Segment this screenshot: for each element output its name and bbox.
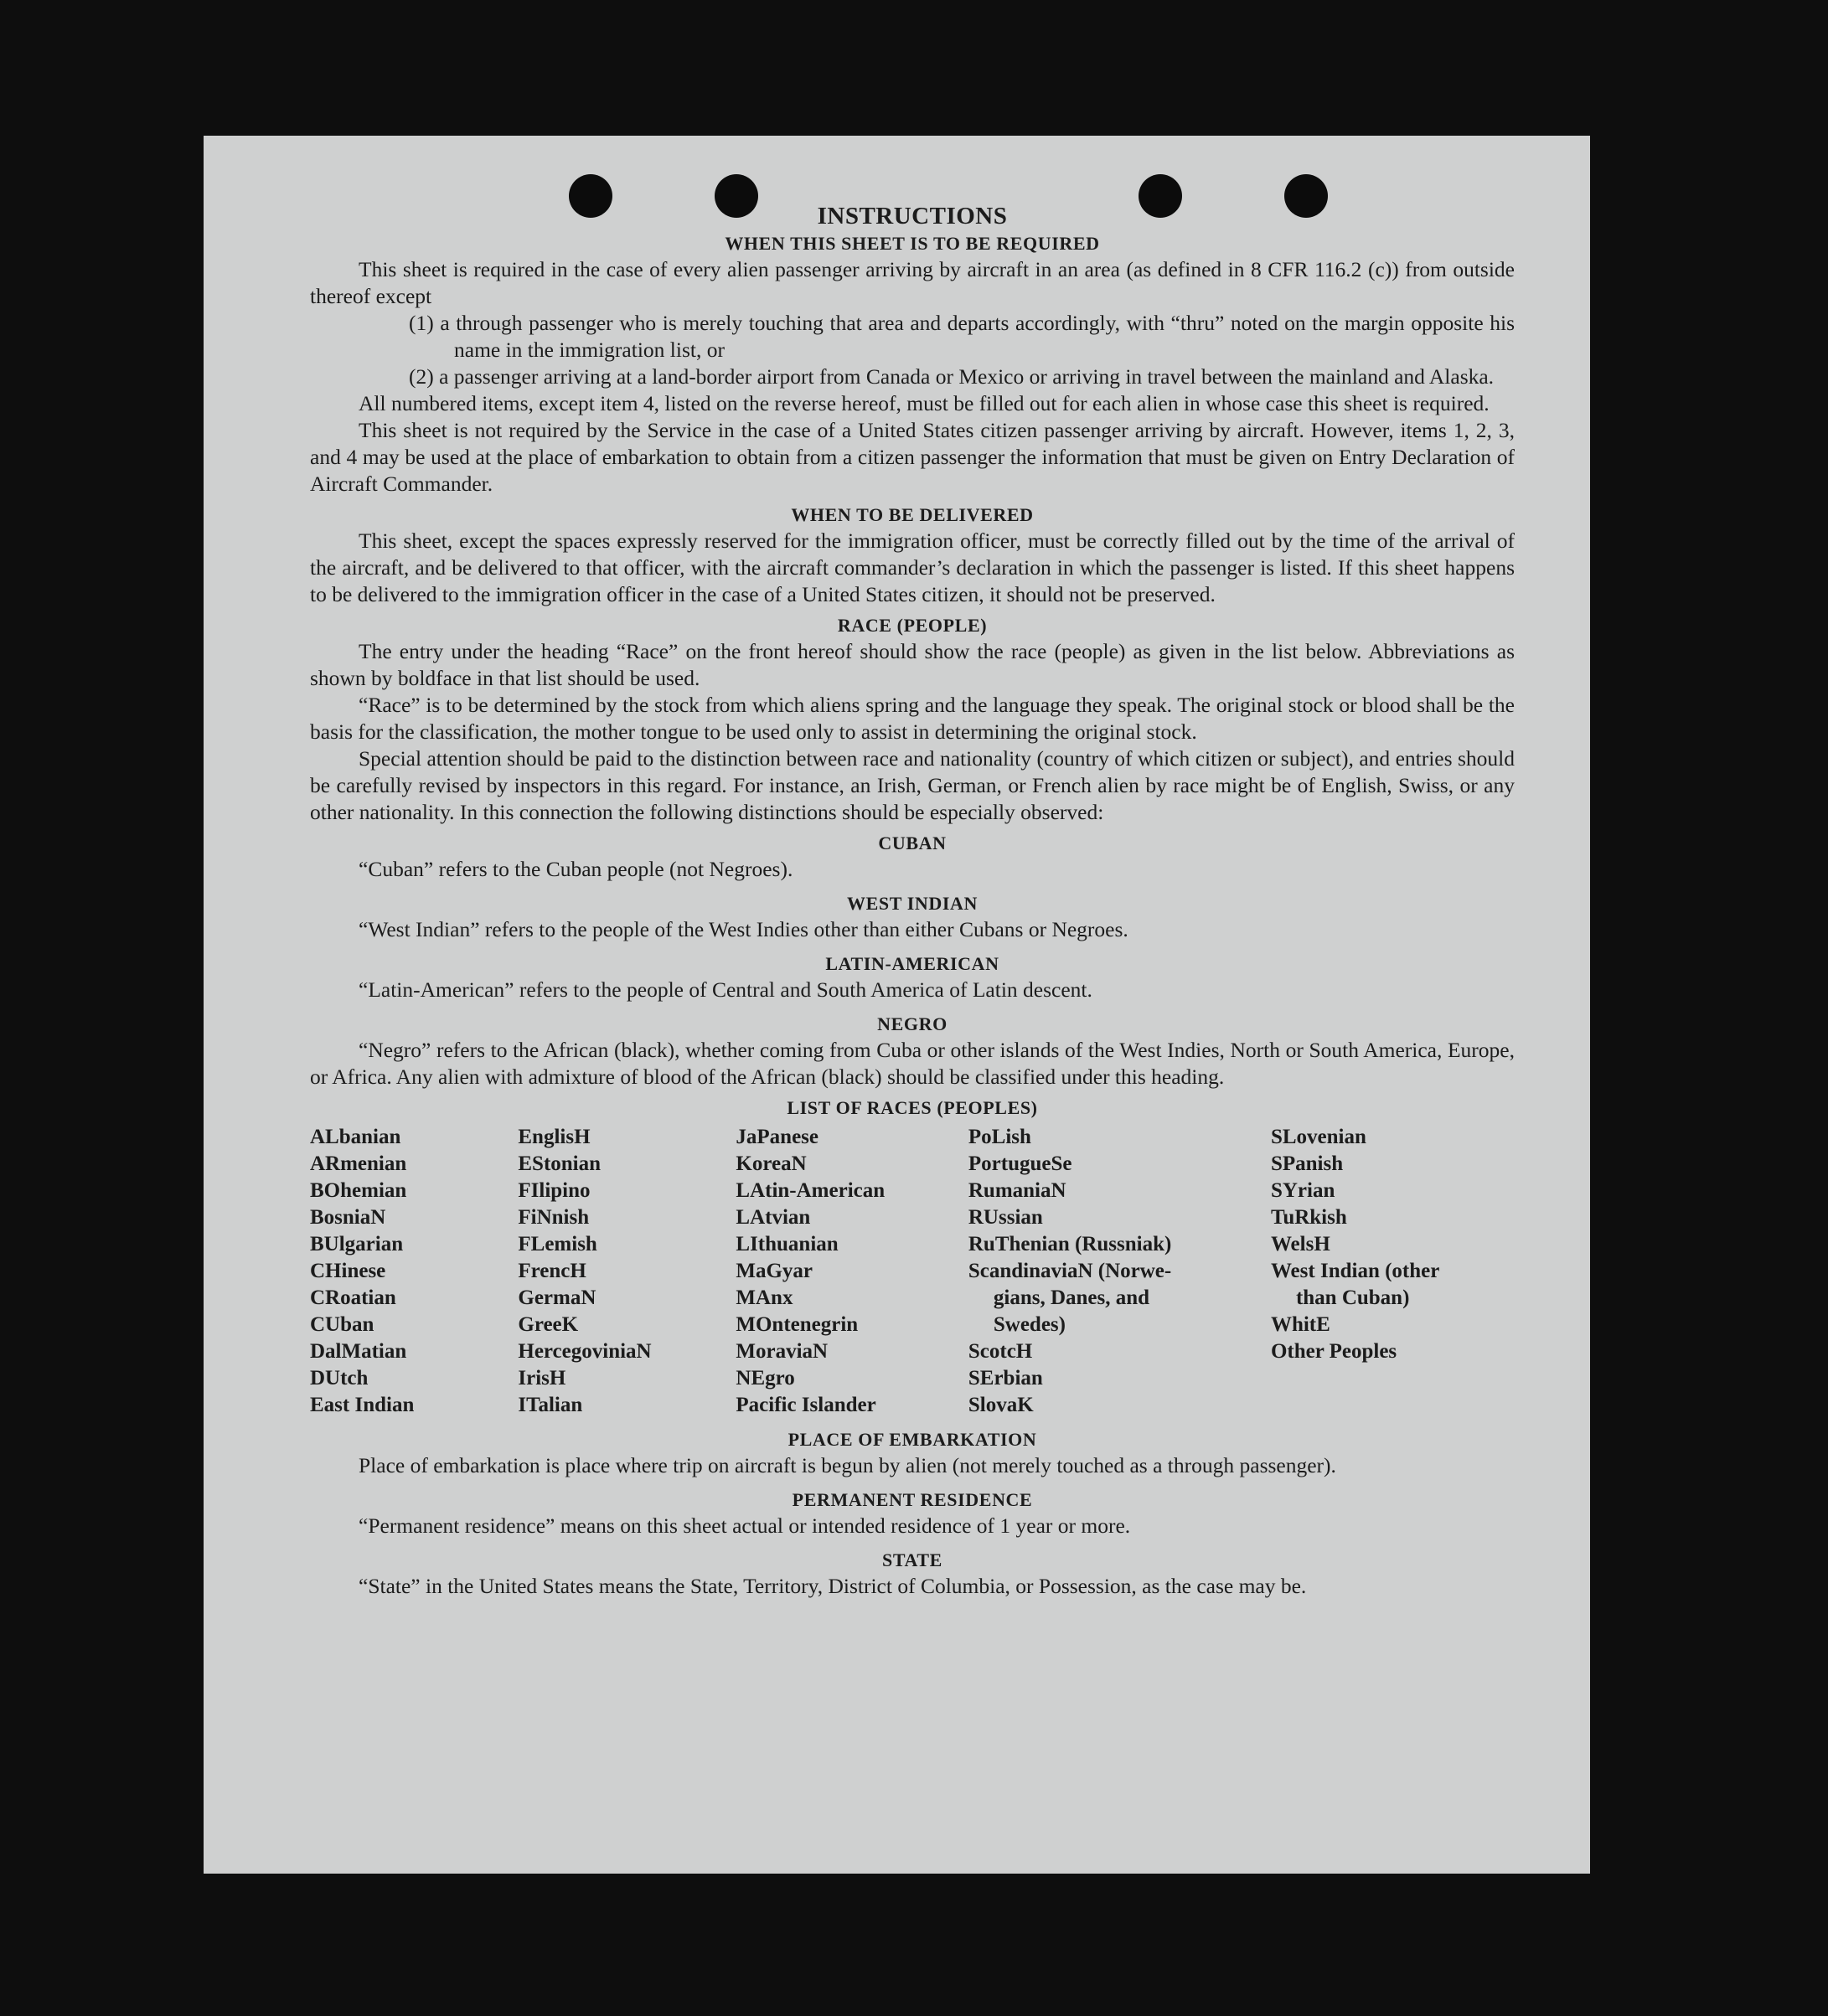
instructions-body bbox=[310, 201, 1515, 1600]
race-entry: SPanish bbox=[1270, 1152, 1344, 1175]
paragraph: “Negro” refers to the African (black), whether coming from Cuba or other islands of the West Indies, North or South America, Europe, or Africa. Any alien with admixture of blood of the African (black) should be classified under this heading. bbox=[310, 1038, 1515, 1089]
paragraph: The entry under the heading “Race” on the front hereof should show the race (people) as given in the list below. Abbreviations as shown by boldface in that list should be used. bbox=[310, 639, 1515, 690]
paragraph: “Latin-American” refers to the people of Central and South America of Latin descent. bbox=[359, 977, 1092, 1002]
race-entry: LAtin-American bbox=[736, 1179, 886, 1202]
race-entry: HercegoviniaN bbox=[518, 1340, 652, 1363]
race-entry: FIlipino bbox=[518, 1179, 591, 1202]
race-entry: Other Peoples bbox=[1270, 1340, 1397, 1363]
race-entry: TuRkish bbox=[1270, 1206, 1347, 1229]
race-entry: JaPanese bbox=[736, 1126, 818, 1148]
list-item: (1) a through passenger who is merely touching that area and departs accordingly, with “thru” noted on the margin opposite his name in the immigration list, or bbox=[409, 311, 1515, 362]
race-list bbox=[310, 1124, 1515, 1419]
race-entry: Pacific Islander bbox=[736, 1394, 876, 1416]
race-column bbox=[1212, 1124, 1515, 1419]
paragraph: This sheet is required in the case of every alien passenger arriving by aircraft in an area (as defined in 8 CFR 116.2 (c)) from outside thereof except bbox=[310, 257, 1515, 308]
section-heading: LATIN-AMERICAN bbox=[825, 953, 999, 974]
paragraph: “Race” is to be determined by the stock from which aliens spring and the language they speak. The original stock or blood shall be the basis for the classification, the mother tongue to be used only to assist in determining the original stock. bbox=[310, 693, 1515, 744]
race-entry: East Indian bbox=[310, 1394, 415, 1416]
race-entry: than Cuban) bbox=[1295, 1286, 1410, 1309]
race-column bbox=[518, 1124, 736, 1419]
race-column bbox=[736, 1124, 968, 1419]
race-entry: CHinese bbox=[310, 1260, 386, 1282]
race-entry: EnglisH bbox=[518, 1126, 591, 1148]
paragraph: Special attention should be paid to the distinction between race and nationality (country of which citizen or subject), and entries should be carefully revised by inspectors in this regard. For instance, an Irish, German, or French alien by race might be of English, Swiss, or any other nationality. In this connection the following distinctions should be especially observed: bbox=[310, 746, 1515, 824]
section-heading: WEST INDIAN bbox=[847, 893, 978, 914]
race-entry: BOhemian bbox=[310, 1179, 407, 1202]
section-heading: WHEN THIS SHEET IS TO BE REQUIRED bbox=[725, 233, 1100, 254]
race-entry: MOntenegrin bbox=[736, 1313, 859, 1336]
race-entry: DUtch bbox=[310, 1367, 369, 1390]
paragraph: “West Indian” refers to the people of the West Indies other than either Cubans or Negroes. bbox=[359, 917, 1128, 941]
race-entry: SErbian bbox=[968, 1367, 1043, 1390]
page-title: INSTRUCTIONS bbox=[817, 203, 1008, 229]
race-entry: LIthuanian bbox=[736, 1233, 839, 1255]
race-entry: FLemish bbox=[518, 1233, 597, 1255]
race-entry: KoreaN bbox=[736, 1152, 807, 1175]
race-entry: FrencH bbox=[518, 1260, 586, 1282]
race-entry: LAtvian bbox=[736, 1206, 811, 1229]
race-entry: RUssian bbox=[968, 1206, 1043, 1229]
race-entry: GreeK bbox=[518, 1313, 579, 1336]
document-sheet bbox=[204, 136, 1590, 1874]
race-entry: ALbanian bbox=[310, 1126, 401, 1148]
paragraph: “Cuban” refers to the Cuban people (not Negroes). bbox=[359, 857, 793, 881]
race-entry: gians, Danes, and bbox=[993, 1286, 1150, 1309]
race-entry: NEgro bbox=[736, 1367, 795, 1390]
race-entry: WhitE bbox=[1270, 1313, 1330, 1336]
race-entry: DalMatian bbox=[310, 1340, 407, 1363]
section-heading: PLACE OF EMBARKATION bbox=[787, 1429, 1037, 1450]
race-entry: SlovaK bbox=[968, 1394, 1034, 1416]
race-column bbox=[310, 1124, 518, 1419]
race-entry: West Indian (other bbox=[1270, 1260, 1440, 1282]
race-entry: BUlgarian bbox=[310, 1233, 404, 1255]
race-entry: ARmenian bbox=[310, 1152, 407, 1175]
race-entry: ScandinaviaN (Norwe- bbox=[968, 1260, 1172, 1282]
race-entry: MaGyar bbox=[736, 1260, 813, 1282]
section-heading: RACE (PEOPLE) bbox=[837, 615, 988, 636]
race-entry: Swedes) bbox=[993, 1313, 1066, 1336]
section-heading: PERMANENT RESIDENCE bbox=[792, 1489, 1033, 1510]
race-entry: MAnx bbox=[736, 1286, 793, 1309]
race-entry: RuThenian (Russniak) bbox=[968, 1233, 1172, 1255]
race-entry: PoLish bbox=[968, 1126, 1031, 1148]
race-entry: BosniaN bbox=[310, 1206, 386, 1229]
race-entry: PortugueSe bbox=[968, 1152, 1072, 1175]
race-entry: ITalian bbox=[518, 1394, 583, 1416]
race-entry: EStonian bbox=[518, 1152, 602, 1175]
race-entry: CRoatian bbox=[310, 1286, 396, 1309]
race-entry: GermaN bbox=[518, 1286, 596, 1309]
paragraph: This sheet, except the spaces expressly reserved for the immigration officer, must be correctly filled out by the time of the arrival of the aircraft, and be delivered to that officer, with the aircraft commander’s declaration in which the passenger is listed. If this sheet happens to be delivered to the immigration officer in the case of a United States citizen, it should not be preserved. bbox=[310, 528, 1515, 606]
list-item: (2) a passenger arriving at a land-border airport from Canada or Mexico or arriving in travel between the mainland and Alaska. bbox=[409, 364, 1495, 389]
section-heading: WHEN TO BE DELIVERED bbox=[791, 504, 1034, 525]
paragraph: “State” in the United States means the State, Territory, District of Columbia, or Possession, as the case may be. bbox=[359, 1574, 1307, 1598]
paragraph: All numbered items, except item 4, listed on the reverse hereof, must be filled out for each alien in whose case this sheet is required. bbox=[359, 391, 1490, 415]
race-entry: FiNnish bbox=[518, 1206, 590, 1229]
section-heading: CUBAN bbox=[878, 833, 947, 853]
race-entry: ScotcH bbox=[968, 1340, 1033, 1363]
race-entry: SYrian bbox=[1270, 1179, 1335, 1202]
paragraph: “Permanent residence” means on this sheet actual or intended residence of 1 year or more. bbox=[359, 1513, 1131, 1538]
race-entry: SLovenian bbox=[1270, 1126, 1366, 1148]
paragraph: Place of embarkation is place where trip on aircraft is begun by alien (not merely touched as a through passenger). bbox=[359, 1453, 1336, 1477]
section-heading: NEGRO bbox=[877, 1013, 948, 1034]
race-column bbox=[968, 1124, 1212, 1419]
race-entry: CUban bbox=[310, 1313, 374, 1336]
race-entry: RumaniaN bbox=[968, 1179, 1066, 1202]
section-heading: STATE bbox=[882, 1549, 942, 1570]
race-entry: IrisH bbox=[518, 1367, 566, 1390]
race-entry: WelsH bbox=[1270, 1233, 1330, 1255]
race-entry: MoraviaN bbox=[736, 1340, 829, 1363]
paragraph: This sheet is not required by the Service in the case of a United States citizen passenger arriving by aircraft. However, items 1, 2, 3, and 4 may be used at the place of embarkation to obtain from a citizen passenger the information that must be given on Entry Declaration of Aircraft Commander. bbox=[310, 418, 1515, 496]
section-heading: LIST OF RACES (PEOPLES) bbox=[787, 1097, 1038, 1118]
